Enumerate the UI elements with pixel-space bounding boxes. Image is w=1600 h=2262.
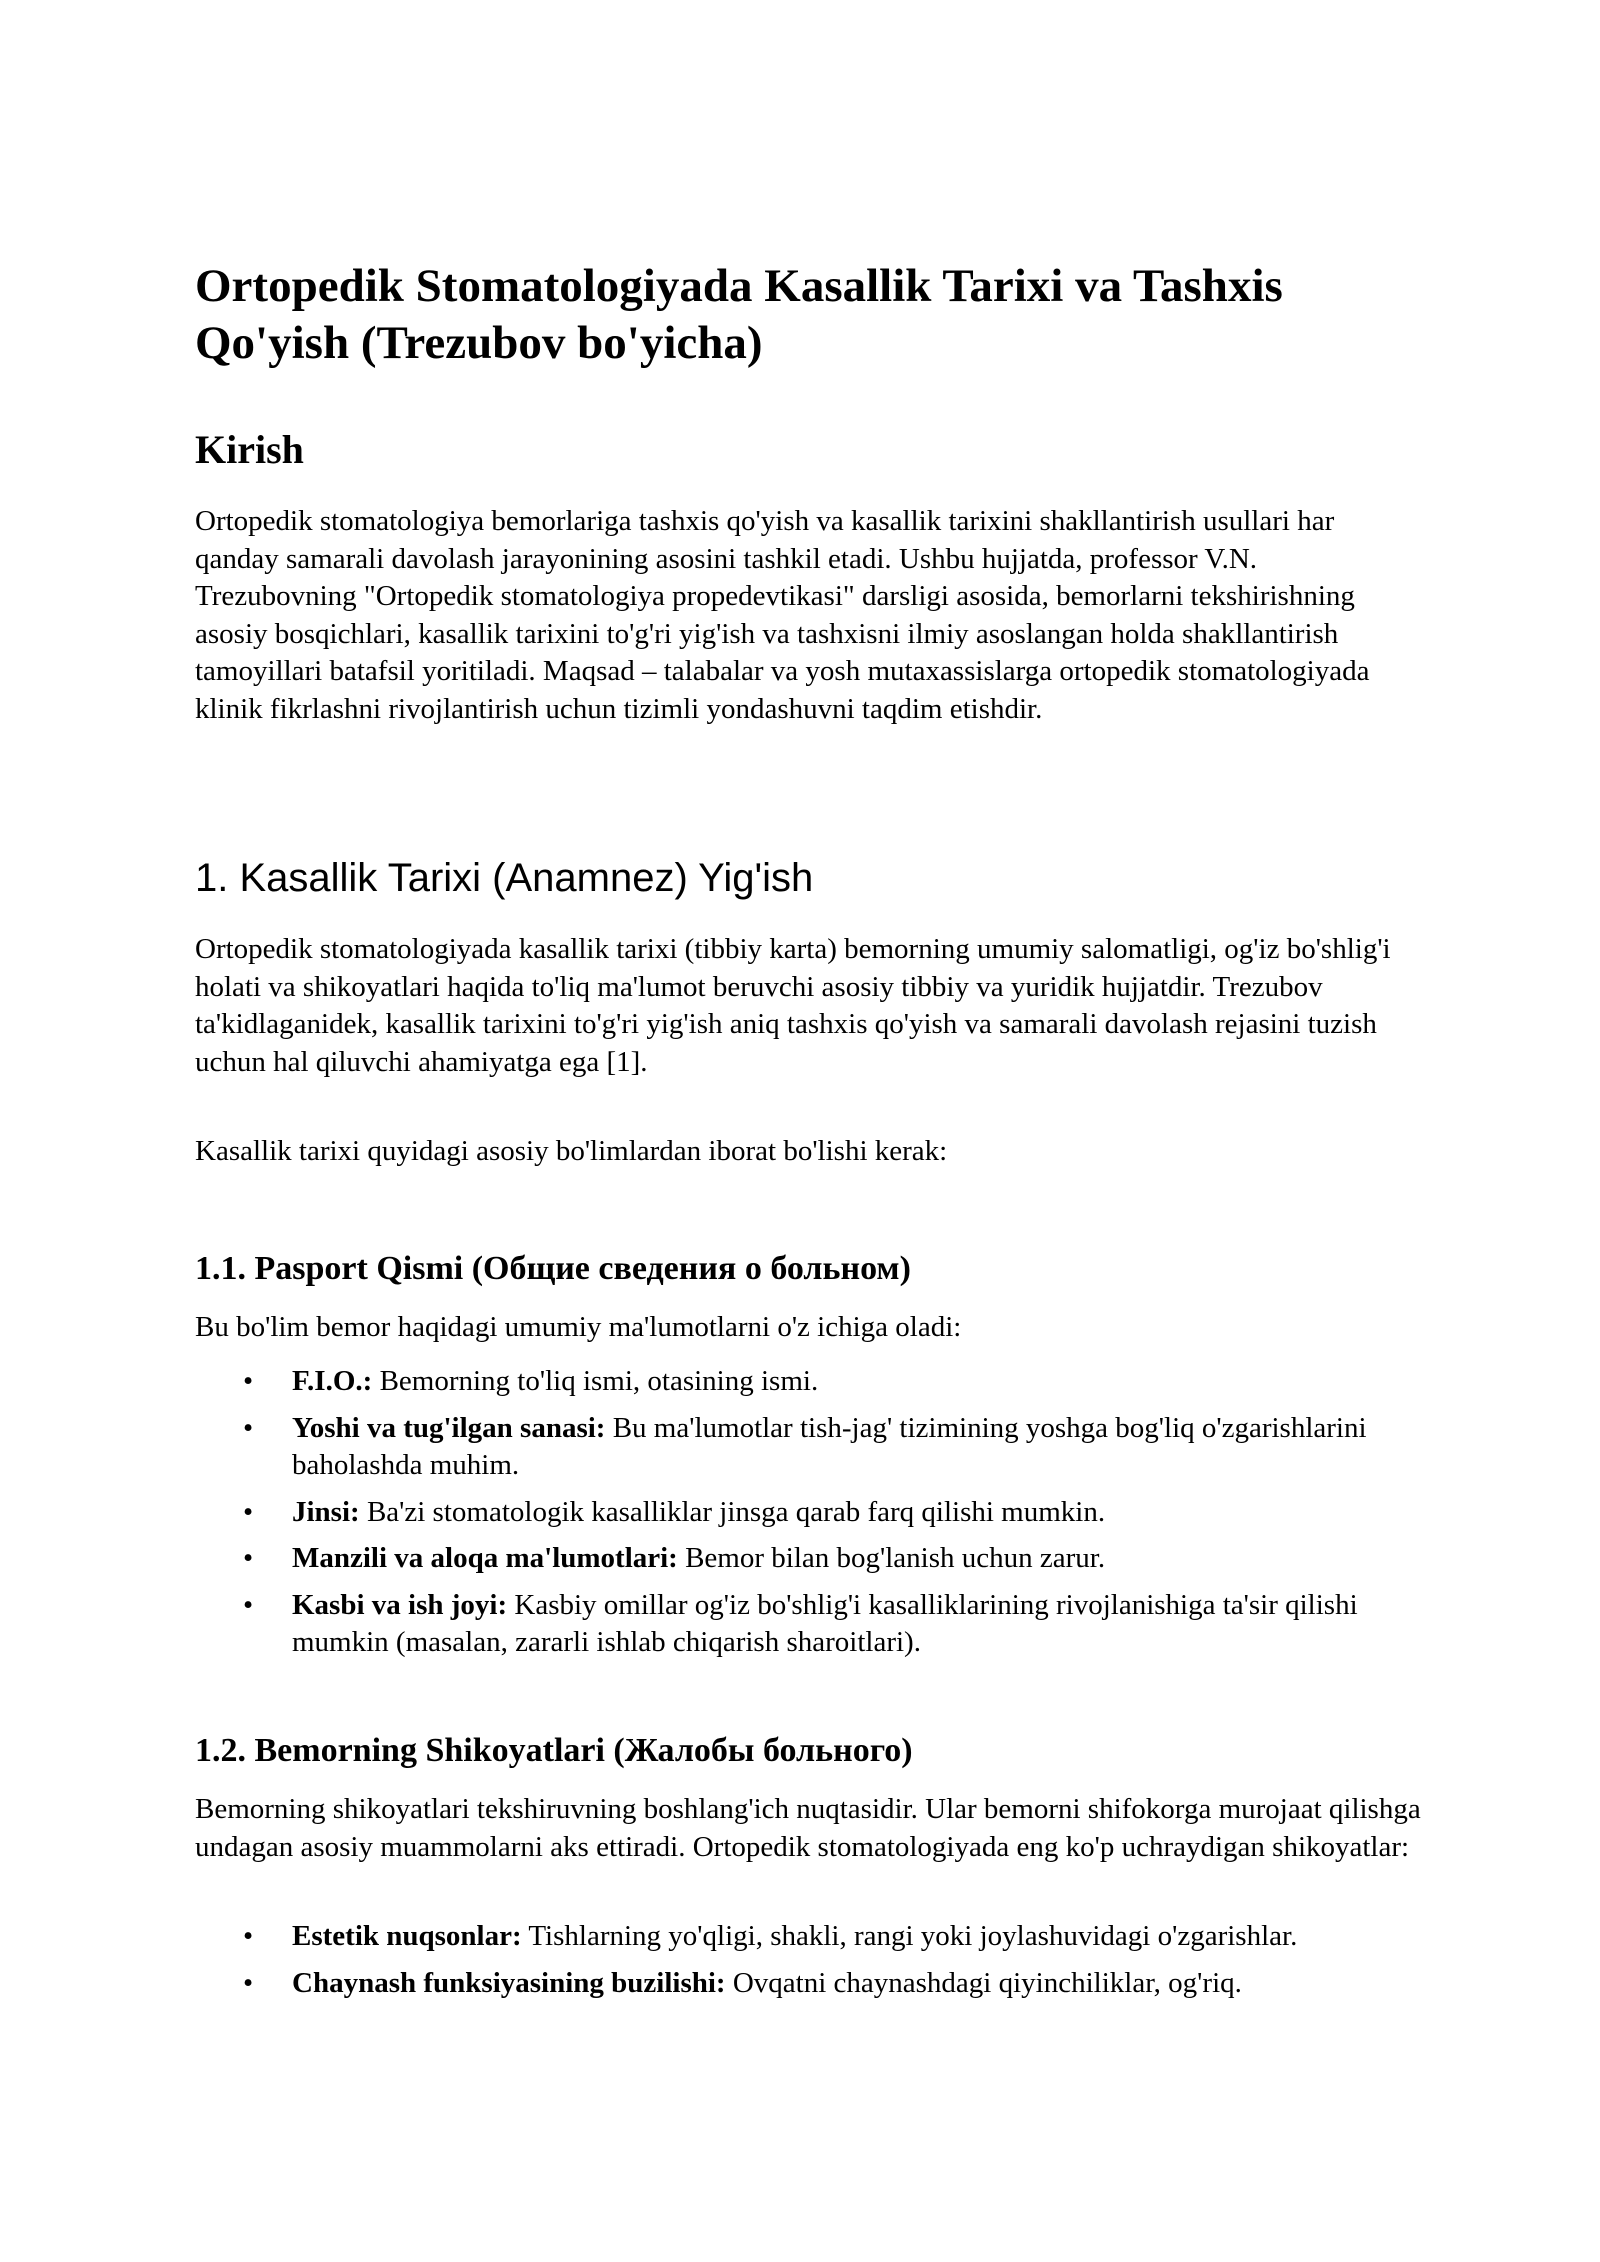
bullet-icon: • xyxy=(243,1411,254,1444)
list-item-text: Kasbiy omillar og'iz bo'shlig'i kasalliklarining rivojlanishiga ta'sir qilishi mumkin (masalan, zararli ishlab chiqarish sharoitlari). xyxy=(292,1588,1358,1658)
section1-paragraph: Ortopedik stomatologiyada kasallik tarixi (tibbiy karta) bemorning umumiy salomatligi, og'iz bo'shlig'i holati va shikoyatlari haqida to'liq ma'lumot beruvchi asosiy tibbiy va yuridik hujjatdir. Trezubov ta'kidlaganidek, kasallik tarixini to'g'ri yig'ish aniq tashxis qo'yish va samarali davolash rejasini tuzish uchun hal qiluvchi ahamiyatga ega [1]. xyxy=(195,933,1391,1078)
list-item xyxy=(195,1965,1425,2003)
list-item-text: Bemorning to'liq ismi, otasining ismi. xyxy=(372,1365,819,1397)
list-item xyxy=(195,1918,1425,1956)
section1-1-heading: 1.1. Pasport Qismi (Общие сведения о больном) xyxy=(195,1250,911,1287)
section1-paragraph-2: Kasallik tarixi quyidagi asosiy bo'limlardan iborat bo'lishi kerak: xyxy=(195,1135,948,1167)
list-item-term: Yoshi va tug'ilgan sanasi: xyxy=(292,1411,606,1444)
section1-2-heading: 1.2. Bemorning Shikoyatlari (Жалобы больного) xyxy=(195,1732,913,1769)
section1-heading: 1. Kasallik Tarixi (Anamnez) Yig'ish xyxy=(195,856,814,900)
list-item-term: Estetik nuqsonlar: xyxy=(292,1920,522,1952)
section1-2-intro: Bemorning shikoyatlari tekshiruvning boshlang'ich nuqtasidir. Ular bemorni shifokorga murojaat qilishga undagan asosiy muammolarni aks ettiradi. Ortopedik stomatologiyada eng ko'p uchraydigan shikoyatlar: xyxy=(195,1793,1421,1863)
intro-heading: Kirish xyxy=(195,427,304,472)
bullet-icon: • xyxy=(243,1542,254,1574)
bullet-icon: • xyxy=(243,1588,254,1621)
list-item-term: Manzili va aloqa ma'lumotlari: xyxy=(292,1542,678,1574)
document-title: Ortopedik Stomatologiyada Kasallik Tarixi va Tashxis Qo'yish (Trezubov bo'yicha) xyxy=(195,260,1283,369)
intro-paragraph: Ortopedik stomatologiya bemorlariga tashxis qo'yish va kasallik tarixini shakllantirish usullari har qanday samarali davolash jarayonining asosini tashkil etadi. Ushbu hujjatda, professor V.N. Trezubovning "Ortopedik stomatologiya propedevtikasi" darsligi asosida, bemorlarni tekshirishning asosiy bosqichlari, kasallik tarixini to'g'ri yig'ish va tashxisni ilmiy asoslangan holda shakllantirish tamoyillari batafsil yoritiladi. Maqsad – talabalar va yosh mutaxassislarga ortopedik stomatologiyada klinik fikrlashni rivojlantirish uchun tizimli yondashuvni taqdim etishdir. xyxy=(195,505,1370,725)
list-item-term: Chaynash funksiyasining buzilishi: xyxy=(292,1966,726,1999)
bullet-icon: • xyxy=(243,1495,254,1528)
passport-list xyxy=(195,1363,1425,1671)
list-item xyxy=(195,1494,1425,1532)
list-item xyxy=(195,1540,1425,1578)
list-item xyxy=(195,1410,1425,1485)
list-item-term: F.I.O.: xyxy=(292,1365,373,1397)
list-item-term: Kasbi va ish joyi: xyxy=(292,1588,508,1621)
bullet-icon: • xyxy=(243,1920,254,1952)
list-item xyxy=(195,1363,1425,1401)
list-item-term: Jinsi: xyxy=(292,1495,360,1528)
list-item-text: Bu ma'lumotlar tish-jag' tizimining yoshga bog'liq o'zgarishlarini baholashda muhim. xyxy=(292,1411,1367,1481)
section1-1-intro: Bu bo'lim bemor haqidagi umumiy ma'lumotlarni o'z ichiga oladi: xyxy=(195,1311,962,1343)
list-item-text: Ba'zi stomatologik kasalliklar jinsga qarab farq qilishi mumkin. xyxy=(359,1495,1106,1528)
list-item-text: Ovqatni chaynashdagi qiyinchiliklar, og'riq. xyxy=(725,1966,1242,1999)
list-item-text: Tishlarning yo'qligi, shakli, rangi yoki joylashuvidagi o'zgarishlar. xyxy=(521,1920,1298,1952)
complaints-list xyxy=(195,1918,1425,2011)
list-item xyxy=(195,1587,1425,1662)
bullet-icon: • xyxy=(243,1365,254,1397)
bullet-icon: • xyxy=(243,1966,254,1999)
list-item-text: Bemor bilan bog'lanish uchun zarur. xyxy=(677,1542,1106,1574)
